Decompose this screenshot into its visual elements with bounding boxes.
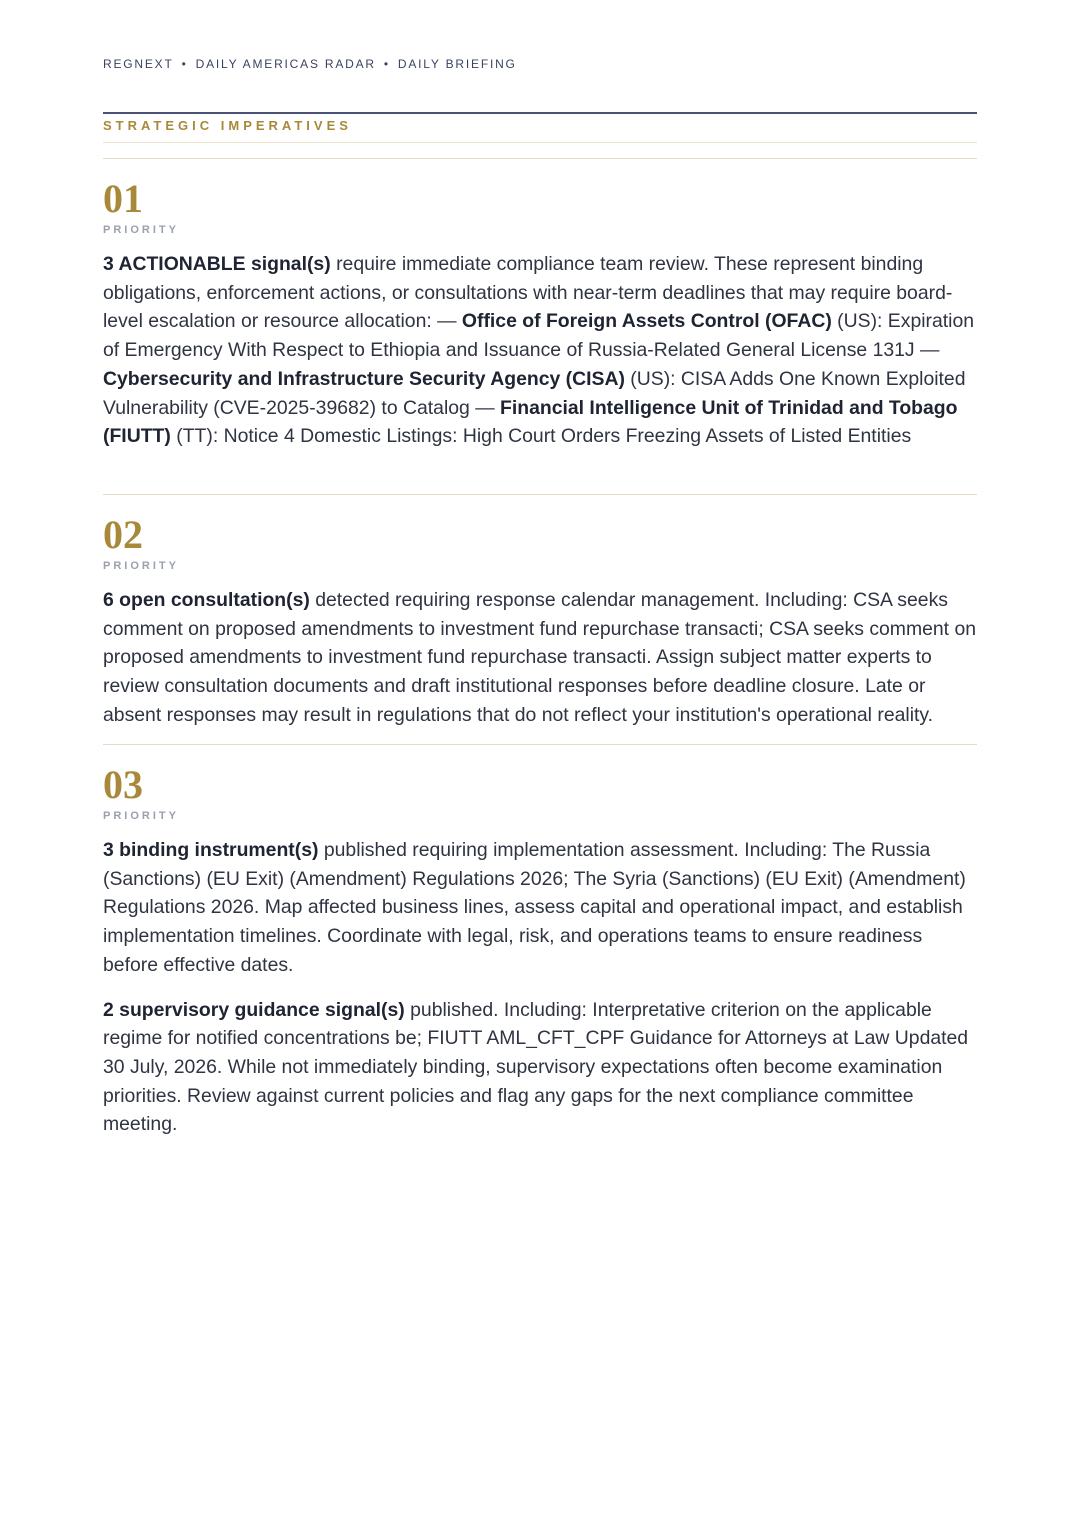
body-text: (TT): Notice 4 Domestic Listings: High Court Orders Freezing Assets of Listed Entities: [170, 425, 912, 448]
header-publication: DAILY AMERICAS RADAR: [195, 57, 376, 71]
emphasis-text: Financial Intelligence Unit of Trinidad and Tobago (FIUTT): [103, 396, 958, 448]
header-edition: DAILY BRIEFING: [397, 57, 517, 71]
priority-divider: [103, 158, 977, 159]
header-separator: •: [383, 57, 390, 71]
priority-text: [103, 250, 977, 451]
priority-number: 02: [103, 512, 143, 557]
priority-block-02: [103, 494, 977, 730]
section-title: STRATEGIC IMPERATIVES: [103, 118, 352, 133]
header-brand: REGNEXT: [103, 57, 174, 71]
emphasis-text: Office of Foreign Assets Control (OFAC): [461, 310, 832, 333]
priority-label: PRIORITY: [103, 224, 179, 236]
section-divider: [103, 142, 977, 143]
priority-number: 01: [103, 176, 143, 221]
body-text: (US): Expiration of Emergency With Respect to Ethiopia and Issuance of Russia-Related General License 131J —: [103, 310, 975, 362]
body-text: detected requiring response calendar management. Including: CSA seeks comment on proposed amendments to investment fund repurchase transacti; CSA seeks comment on proposed amendments to investment fund repurchase transacti. Assign subject matter experts to review consultation documents and draft institutional responses before deadline closure. Late or absent responses may result in regulations that do not reflect your institution's operational reality.: [103, 589, 977, 726]
priority-text: [103, 996, 977, 1140]
running-header: [103, 57, 517, 71]
body-text: require immediate compliance team review. These represent binding obligations, enforcement actions, or consultations with near-term deadlines that may require board-level escalation or resource allocation: —: [103, 253, 953, 333]
priority-text: [103, 586, 977, 730]
priority-label: PRIORITY: [103, 810, 179, 822]
emphasis-text: Cybersecurity and Infrastructure Security Agency (CISA): [103, 367, 625, 390]
body-text: (US): CISA Adds One Known Exploited Vulnerability (CVE-2025-39682) to Catalog —: [103, 367, 966, 419]
priority-block-01: [103, 158, 977, 451]
priority-divider: [103, 744, 977, 745]
emphasis-text: 6 open consultation(s): [103, 589, 310, 611]
priority-number: 03: [103, 762, 143, 807]
priority-block-03: [103, 744, 977, 1139]
emphasis-text: 2 supervisory guidance signal(s): [103, 998, 405, 1021]
priority-label: PRIORITY: [103, 560, 179, 572]
emphasis-text: 3 binding instrument(s): [103, 839, 319, 861]
body-text: published requiring implementation assessment. Including: The Russia (Sanctions) (EU Exit) (Amendment) Regulations 2026; The Syria (Sanctions) (EU Exit) (Amendment) Regulations 2026. Map affected business lines, assess capital and operational impact, and establish implementation timelines. Coordinate with legal, risk, and operations teams to ensure readiness before effective dates.: [103, 839, 966, 976]
emphasis-text: 3 ACTIONABLE signal(s): [103, 253, 331, 275]
section-header: [103, 112, 977, 134]
priority-divider: [103, 494, 977, 495]
header-separator: •: [181, 57, 188, 71]
body-text: published. Including: Interpretative criterion on the applicable regime for notified concentrations be; FIUTT AML_CFT_CPF Guidance for Attorneys at Law Updated 30 July, 2026. While not immediately binding, supervisory expectations often become examination priorities. Review against current policies and flag any gaps for the next compliance committee meeting.: [103, 998, 969, 1136]
priority-text: [103, 836, 977, 980]
